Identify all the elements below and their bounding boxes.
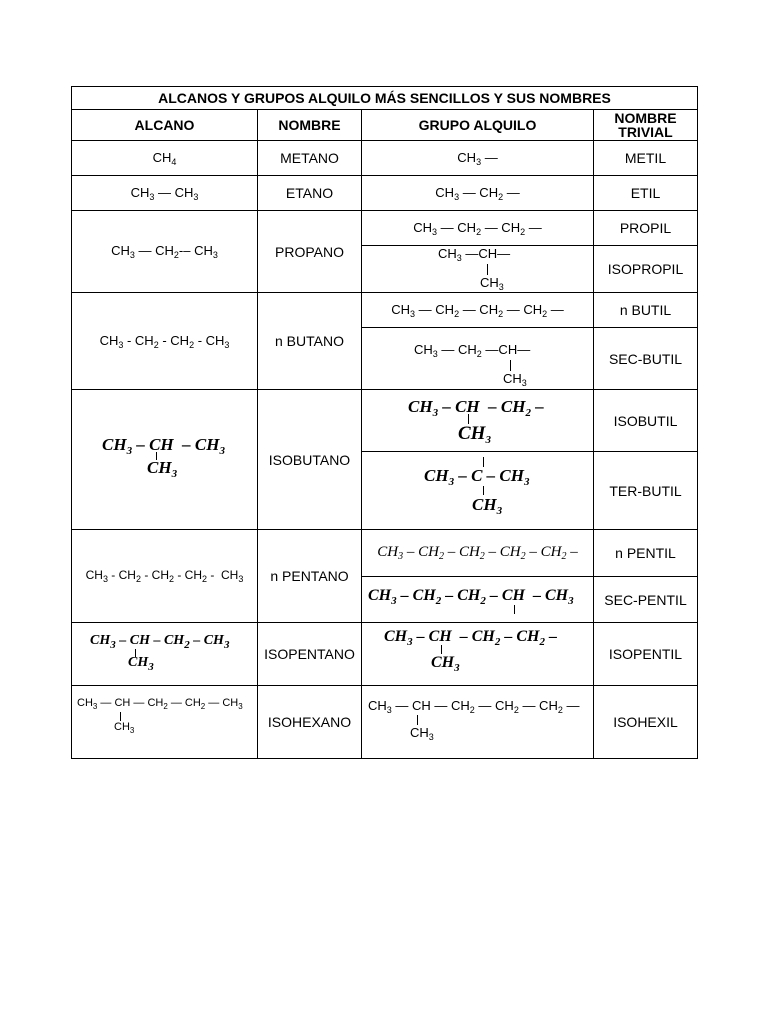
isopentil-grupo [362,623,594,686]
propil-trivial [594,211,697,246]
header-nombre-text: NOMBRE [278,117,341,133]
table-title-text: ALCANOS Y GRUPOS ALQUILO MÁS SENCILLOS Y SUS NOMBRES [158,90,611,106]
pentano-formula: $CH_3 - CH_2 - CH_2 - CH_2 - CH_3$ [85,568,244,584]
secbutil-trivial [594,328,697,390]
isopentano-nombre [258,623,362,686]
terbutil-grupo [362,452,594,530]
etil-trivial-text: ETIL [630,185,661,201]
etil-formula: $CH_3$ — $CH_2$ — [435,184,520,202]
butano-formula: $CH_3 - CH_2 - CH_2 - CH_3$ [99,332,230,350]
secbutil-grupo [362,328,594,390]
header-grupo-alquilo [362,110,594,141]
isopentano-nombre-text: ISOPENTANO [264,646,355,662]
isopropil-trivial [594,246,697,293]
isohexano-nombre [258,686,362,758]
etil-grupo [362,176,594,211]
butil-formula: $CH_3$ — $CH_2$ — $CH_2$ — $CH_2$ — [391,301,564,319]
isohexil-trivial [594,686,697,758]
isopentil-trivial [594,623,697,686]
isobutano-alcano [72,390,258,530]
propano-nombre-text: PROPANO [275,243,344,260]
pentil-trivial-text: n PENTIL [615,545,676,561]
secbutil-formula: $CH_3$ — $CH_2$ —CH— $CH_3$ [414,341,531,388]
pentano-nombre-text: n PENTANO [270,568,349,584]
metil-trivial-text: METIL [624,150,667,166]
isobutil-trivial [594,390,697,452]
propil-grupo [362,211,594,246]
header-alcano [72,110,258,141]
propil-formula: $CH_3$ — $CH_2$ — $CH_2$ — [413,219,542,237]
isobutil-formula: $CH_3$ – CH – $CH_2$ – $CH_3$ [408,396,544,446]
propano-alcano [72,211,258,293]
butil-grupo [362,293,594,328]
isobutano-nombre-text: ISOBUTANO [268,451,351,468]
header-grupo-text: GRUPO ALQUILO [418,117,537,133]
isohexano-alcano [72,686,258,758]
etano-alcano [72,176,258,211]
isopropil-formula: $CH_3$ —CH— $CH_3$ [438,245,511,292]
metano-nombre-text: METANO [280,150,339,166]
butano-alcano [72,293,258,390]
isopentano-formula: $CH_3$ – CH – $CH_2 - CH_3$ $CH_3$ [90,632,230,673]
etano-nombre-text: ETANO [285,185,334,201]
propil-trivial-text: PROPIL [619,220,672,236]
isobutano-formula: $CH_3$ – CH – $CH_3$ $CH_3$ [102,434,225,480]
metano-formula: $CH_4$ [152,149,177,167]
header-trivial-line2: TRIVIAL [618,124,673,140]
metil-trivial [594,141,697,176]
secpentil-grupo [362,577,594,623]
butil-trivial-text: n BUTIL [619,302,672,318]
terbutil-trivial [594,452,697,530]
secbutil-trivial-text: SEC-BUTIL [608,350,683,367]
terbutil-formula: $CH_3$ – C – $CH_3$ $CH_3$ [362,452,593,530]
secpentil-formula: $CH_3 - CH_2 - CH_2$ – CH – $CH_3$ [362,577,593,623]
isopentil-trivial-text: ISOPENTIL [608,646,683,662]
butil-trivial [594,293,697,328]
isohexano-nombre-text: ISOHEXANO [267,714,352,730]
isohexano-formula: $CH_3$ — CH — $CH_2$ — $CH_2$ — $CH_3$ $CH_3$ [77,697,243,735]
header-trivial-line1: NOMBRE [614,110,677,126]
pentil-grupo [362,530,594,577]
isobutil-grupo [362,390,594,452]
isopropil-trivial-text: ISOPROPIL [607,261,684,277]
isopropil-grupo [362,246,594,293]
etano-formula: $CH_3$ — $CH_3$ [130,184,199,202]
butano-nombre-text: n BUTANO [275,333,344,349]
alkane-table [71,86,698,759]
propano-nombre [258,211,362,293]
isobutil-trivial-text: ISOBUTIL [613,412,678,429]
header-nombre-trivial [594,110,697,141]
etano-nombre [258,176,362,211]
pentil-formula: $CH_3 - CH_2 - CH_2 - CH_2 - CH_2$ – [377,544,578,562]
secpentil-trivial [594,577,697,623]
isopentano-alcano [72,623,258,686]
metil-formula: $CH_3$ — [457,149,498,167]
metil-grupo [362,141,594,176]
isohexil-formula: $CH_3$ — CH — $CH_2$ — $CH_2$ — $CH_2$ — $CH_3$ [368,698,580,742]
isobutano-nombre [258,390,362,530]
pentano-nombre [258,530,362,623]
isohexil-trivial-text: ISOHEXIL [613,714,678,730]
header-alcano-text: ALCANO [134,117,195,133]
isopentil-formula: $CH_3$ – CH – $CH_2 - CH_2$ – $CH_3$ [384,627,557,674]
terbutil-trivial-text: TER-BUTIL [609,482,682,499]
propano-formula: $CH_3$ — $CH_2--$ $CH_3$ [111,243,218,260]
header-nombre [258,110,362,141]
secpentil-trivial-text: SEC-PENTIL [604,591,687,608]
metano-nombre [258,141,362,176]
isohexil-grupo [362,686,594,758]
metano-alcano [72,141,258,176]
pentil-trivial [594,530,697,577]
etil-trivial [594,176,697,211]
pentano-alcano [72,530,258,623]
table-title [72,87,697,110]
butano-nombre [258,293,362,390]
